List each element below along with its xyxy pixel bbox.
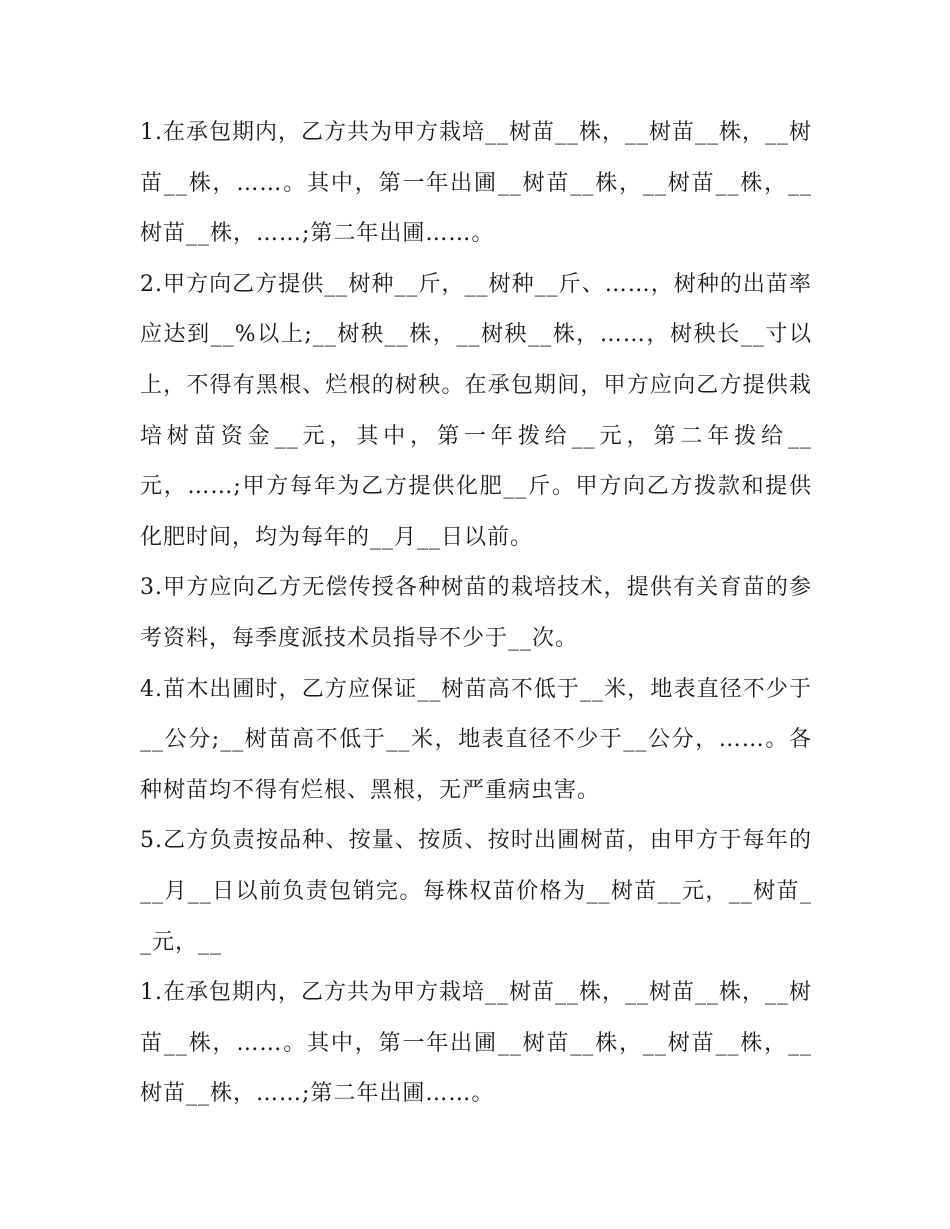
paragraph-3: 3.甲方应向乙方无偿传授各种树苗的栽培技术，提供有关育苗的参考资料，每季度派技术员指导不少于__次。: [140, 575, 812, 651]
document-body: [140, 108, 812, 1120]
paragraph-1: 1.在承包期内，乙方共为甲方栽培__树苗__株，__树苗__株，__树苗__株，……。其中，第一年出圃__树苗__株，__树苗__株，__树苗__株，……;第二年出圃……。: [140, 120, 812, 247]
paragraph-6: 1.在承包期内，乙方共为甲方栽培__树苗__株，__树苗__株，__树苗__株，……。其中，第一年出圃__树苗__株，__树苗__株，__树苗__株，……;第二年出圃……。: [140, 980, 812, 1107]
paragraph-5: 5.乙方负责按品种、按量、按质、按时出圃树苗，由甲方于每年的__月__日以前负责包销完。每株权苗价格为__树苗__元，__树苗__元，__: [140, 828, 812, 955]
paragraph-4: 4.苗木出圃时，乙方应保证__树苗高不低于__米，地表直径不少于__公分;__树苗高不低于__米，地表直径不少于__公分，……。各种树苗均不得有烂根、黑根，无严重病虫害。: [140, 676, 812, 803]
paragraph-2: 2.甲方向乙方提供__树种__斤，__树种__斤、……，树种的出苗率应达到__%以上;__树秧__株，__树秧__株，……，树秧长__寸以上，不得有黑根、烂根的树秧。在承包期间，甲方应向乙方提供栽培树苗资金__元，其中，第一年拨给__元，第二年拨给__元，……;甲方每年为乙方提供化肥__斤。甲方向乙方拨款和提供化肥时间，均为每年的__月__日以前。: [140, 271, 812, 550]
